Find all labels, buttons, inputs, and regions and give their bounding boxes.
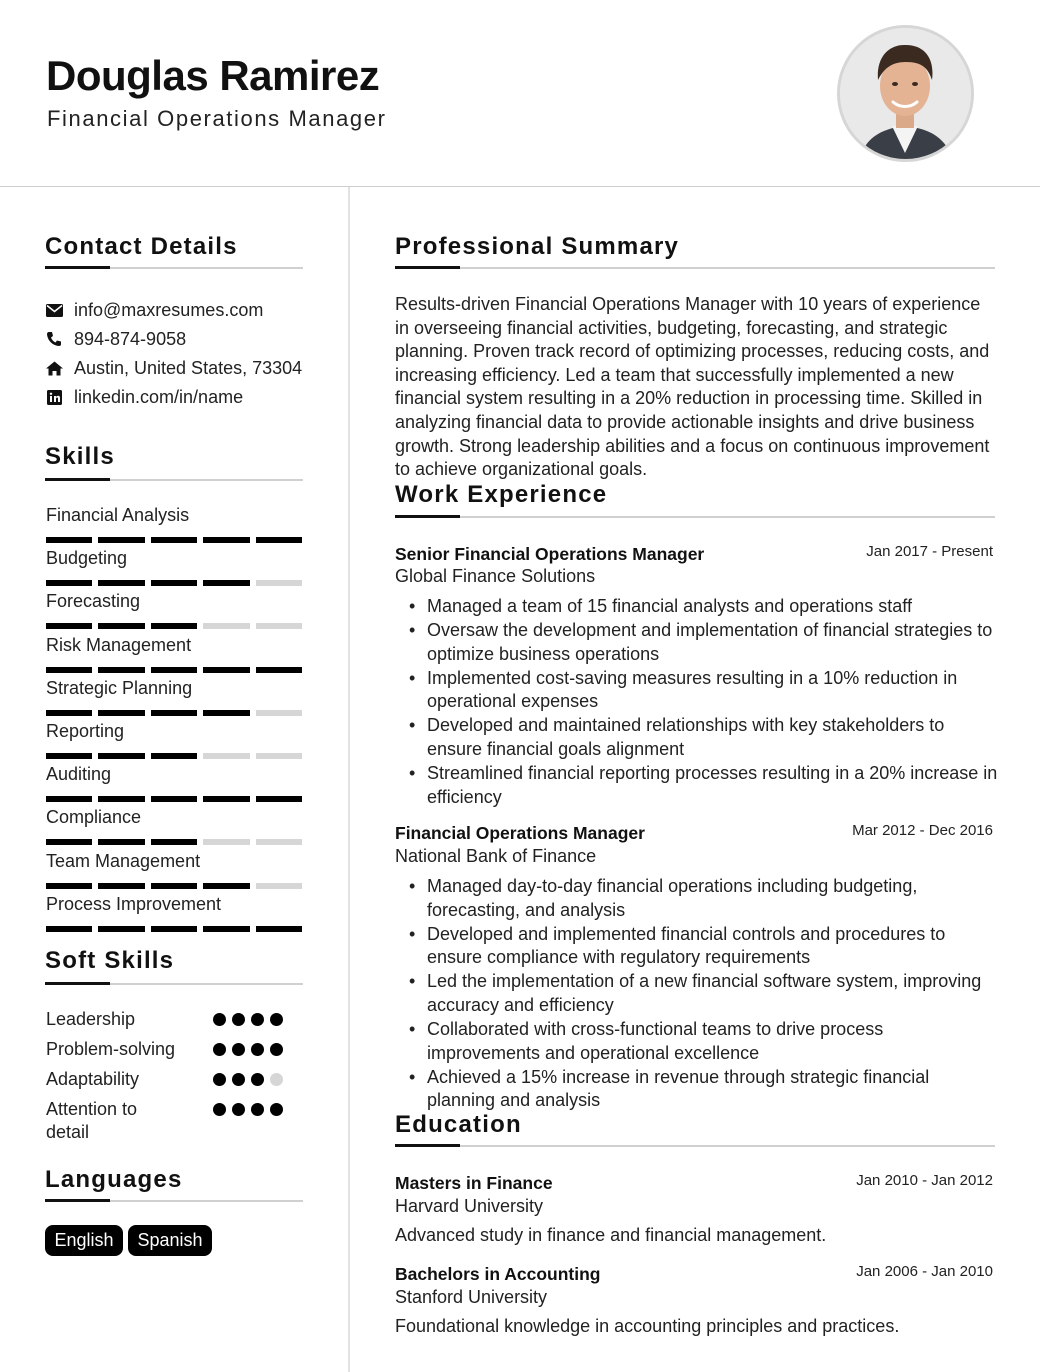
soft-skill-label: Leadership — [46, 1009, 136, 1029]
job-bullet: • Developed and maintained relationships with key stakeholders to ensure financial goals alignment — [409, 714, 999, 761]
skill-level-segment — [98, 926, 144, 932]
soft-skill-item — [45, 1008, 303, 1032]
languages-accent — [45, 1199, 110, 1202]
skill-level-segment — [256, 667, 302, 673]
rating-dot — [270, 1043, 283, 1056]
skill-level-segment — [151, 753, 197, 759]
skill-level-segment — [203, 926, 249, 932]
skill-label: Auditing — [46, 764, 112, 785]
soft-skill-label: Adaptability — [46, 1069, 140, 1089]
skill-level-segment — [256, 796, 302, 802]
skill-level-segment — [151, 537, 197, 543]
skill-label: Reporting — [46, 721, 125, 741]
rating-dot — [232, 1103, 245, 1116]
skill-level-segment — [203, 667, 249, 673]
skill-level-segment — [203, 796, 249, 802]
soft-skill-item — [45, 1098, 303, 1146]
skill-level-segment — [98, 537, 144, 543]
skill-label: Team Management — [46, 850, 201, 871]
skill-level-segment — [256, 580, 302, 586]
soft-skill-label: Problem-solving — [46, 1039, 176, 1059]
skills-accent — [45, 478, 110, 481]
job-bullet: • Collaborated with cross-functional teams to drive process improvements and operational excellence — [409, 1018, 999, 1065]
skill-level-bar — [46, 537, 302, 543]
job-bullet: • Managed day-to-day financial operations including budgeting, forecasting, and analysis — [409, 875, 999, 922]
school-name: Harvard University — [395, 1196, 544, 1216]
skill-level-segment — [151, 839, 197, 845]
job-bullet: • Led the implementation of a new financial software system, improving accuracy and efficiency — [409, 970, 999, 1017]
skill-level-segment — [46, 623, 92, 629]
skill-level-segment — [203, 623, 249, 629]
skill-level-segment — [203, 839, 249, 845]
contact-email-text: info@maxresumes.com — [74, 299, 264, 320]
skill-level-segment — [151, 580, 197, 586]
rating-dot — [251, 1043, 264, 1056]
job-company: National Bank of Finance — [395, 846, 597, 866]
skill-item — [45, 764, 303, 807]
linkedin-icon — [45, 388, 63, 406]
skill-level-bar — [46, 710, 302, 716]
job-bullet: • Achieved a 15% increase in revenue through strategic financial planning and analysis — [409, 1066, 999, 1113]
skill-level-segment — [151, 667, 197, 673]
skill-item — [45, 807, 303, 850]
skill-item — [45, 678, 303, 721]
skill-label: Compliance — [46, 807, 142, 828]
skill-level-bar — [46, 667, 302, 673]
contact-email[interactable] — [45, 298, 263, 322]
skill-label: Budgeting — [46, 548, 128, 569]
skill-level-bar — [46, 839, 302, 845]
education-rule — [395, 1145, 995, 1147]
degree-title: Bachelors in Accounting — [395, 1264, 601, 1284]
candidate-title: Financial Operations Manager — [47, 106, 387, 131]
skill-level-segment — [98, 580, 144, 586]
soft-skill-rating — [213, 1103, 283, 1116]
skill-item — [45, 505, 303, 548]
job-bullets — [409, 595, 999, 810]
rating-dot — [251, 1073, 264, 1086]
language-badge: English — [45, 1225, 123, 1256]
job-date: Jan 2017 - Present — [866, 543, 993, 560]
job-bullet: • Developed and implemented financial controls and procedures to ensure compliance with regulatory requirements — [409, 923, 999, 970]
skill-item — [45, 851, 303, 894]
contact-heading: Contact Details — [45, 233, 238, 260]
rating-dot — [251, 1103, 264, 1116]
degree-description: Foundational knowledge in accounting principles and practices. — [395, 1316, 900, 1336]
soft-skill-rating — [213, 1073, 283, 1086]
soft-skill-item — [45, 1038, 303, 1062]
skill-level-segment — [46, 667, 92, 673]
skill-level-bar — [46, 580, 302, 586]
skill-level-segment — [151, 710, 197, 716]
experience-heading: Work Experience — [395, 481, 608, 508]
resume-header — [0, 0, 1040, 187]
education-accent — [395, 1144, 460, 1147]
job-title: Financial Operations Manager — [395, 823, 645, 843]
skill-level-segment — [151, 926, 197, 932]
rating-dot — [213, 1013, 226, 1026]
contact-linkedin[interactable] — [45, 385, 243, 409]
contact-phone-text: 894-874-9058 — [74, 328, 187, 349]
summary-accent — [395, 266, 460, 269]
education-heading: Education — [395, 1111, 522, 1138]
job-date: Mar 2012 - Dec 2016 — [852, 822, 993, 839]
rating-dot — [213, 1073, 226, 1086]
soft-skill-item — [45, 1068, 303, 1092]
contact-address-text: Austin, United States, 73304 — [74, 357, 303, 378]
school-name: Stanford University — [395, 1287, 548, 1307]
skill-level-bar — [46, 753, 302, 759]
languages-heading: Languages — [45, 1166, 183, 1193]
job-bullet: • Implemented cost-saving measures resulting in a 10% reduction in operational expenses — [409, 667, 999, 714]
skill-item — [45, 548, 303, 591]
skill-level-segment — [256, 537, 302, 543]
rating-dot — [232, 1043, 245, 1056]
skill-level-segment — [151, 623, 197, 629]
skill-level-bar — [46, 926, 302, 932]
skill-level-segment — [46, 839, 92, 845]
contact-phone[interactable] — [45, 327, 186, 351]
skill-level-segment — [203, 753, 249, 759]
skill-item — [45, 635, 303, 678]
skill-level-segment — [256, 710, 302, 716]
candidate-name: Douglas Ramirez — [46, 52, 380, 99]
job-bullet: • Managed a team of 15 financial analysts and operations staff — [409, 595, 999, 619]
skill-level-segment — [256, 623, 302, 629]
skill-level-segment — [98, 667, 144, 673]
rating-dot — [232, 1073, 245, 1086]
skill-level-segment — [98, 753, 144, 759]
skill-level-segment — [98, 796, 144, 802]
job-bullets — [409, 875, 999, 1113]
contact-accent — [45, 266, 110, 269]
summary-heading: Professional Summary — [395, 233, 680, 260]
skill-level-segment — [203, 710, 249, 716]
skill-label: Forecasting — [46, 591, 141, 612]
skill-level-segment — [98, 839, 144, 845]
summary-rule — [395, 267, 995, 269]
skill-label: Process Improvement — [46, 893, 222, 914]
rating-dot — [232, 1013, 245, 1026]
skill-level-segment — [203, 537, 249, 543]
skill-level-segment — [98, 710, 144, 716]
rating-dot — [213, 1103, 226, 1116]
rating-dot — [270, 1073, 283, 1086]
rating-dot — [270, 1013, 283, 1026]
skills-heading: Skills — [45, 443, 115, 470]
phone-icon — [45, 330, 63, 348]
degree-date: Jan 2010 - Jan 2012 — [856, 1172, 993, 1189]
degree-description: Advanced study in finance and financial management. — [395, 1225, 827, 1245]
skill-level-segment — [256, 753, 302, 759]
language-badge: Spanish — [128, 1225, 212, 1256]
skill-level-segment — [203, 883, 249, 889]
skill-level-segment — [203, 580, 249, 586]
soft-skill-label: Attention to detail — [46, 1099, 138, 1142]
skill-level-segment — [46, 710, 92, 716]
column-divider — [348, 187, 350, 1372]
skill-level-bar — [46, 796, 302, 802]
skill-level-segment — [46, 883, 92, 889]
profile-photo — [837, 25, 974, 162]
skill-level-segment — [256, 839, 302, 845]
skill-level-segment — [98, 623, 144, 629]
soft-skills-heading: Soft Skills — [45, 947, 175, 974]
home-icon — [45, 359, 63, 377]
skill-level-segment — [46, 537, 92, 543]
skill-level-segment — [256, 926, 302, 932]
skill-level-segment — [98, 883, 144, 889]
rating-dot — [251, 1013, 264, 1026]
rating-dot — [270, 1103, 283, 1116]
job-bullet: • Oversaw the development and implementation of financial strategies to optimize business operations — [409, 619, 999, 666]
skill-item — [45, 721, 303, 764]
skill-level-segment — [46, 796, 92, 802]
skill-label: Financial Analysis — [46, 505, 190, 525]
skill-level-segment — [256, 883, 302, 889]
degree-date: Jan 2006 - Jan 2010 — [856, 1263, 993, 1280]
contact-linkedin-text: linkedin.com/in/name — [74, 386, 244, 407]
soft-skills-accent — [45, 982, 110, 985]
envelope-icon — [45, 301, 63, 319]
skill-item — [45, 894, 303, 937]
job-title: Senior Financial Operations Manager — [395, 544, 705, 564]
experience-accent — [395, 515, 460, 518]
skill-label: Strategic Planning — [46, 677, 193, 698]
skill-label: Risk Management — [46, 634, 192, 655]
skill-level-bar — [46, 883, 302, 889]
skill-level-segment — [151, 883, 197, 889]
contact-address — [45, 356, 302, 380]
degree-title: Masters in Finance — [395, 1173, 553, 1193]
soft-skill-rating — [213, 1043, 283, 1056]
skill-level-segment — [46, 753, 92, 759]
skill-level-segment — [46, 926, 92, 932]
skill-item — [45, 591, 303, 634]
summary-text: Results-driven Financial Operations Manager with 10 years of experience in overseeing financial activities, budgeting, forecasting, and strategic planning. Proven track record of optimizing processes, reducing costs, and increasing efficiency. Led a team that successfully implemented a new financial system resulting in a 20% reduction in processing time. Skilled in analyzing financial data to provide actionable insights and drive business growth. Strong leadership abilities and a focus on continuous improvement to achieve organizational goals. — [395, 294, 990, 480]
soft-skill-rating — [213, 1013, 283, 1026]
job-bullet: • Streamlined financial reporting processes resulting in a 20% increase in efficiency — [409, 762, 999, 809]
skill-level-bar — [46, 623, 302, 629]
skill-level-segment — [151, 796, 197, 802]
job-company: Global Finance Solutions — [395, 566, 596, 586]
experience-rule — [395, 516, 995, 518]
rating-dot — [213, 1043, 226, 1056]
skill-level-segment — [46, 580, 92, 586]
